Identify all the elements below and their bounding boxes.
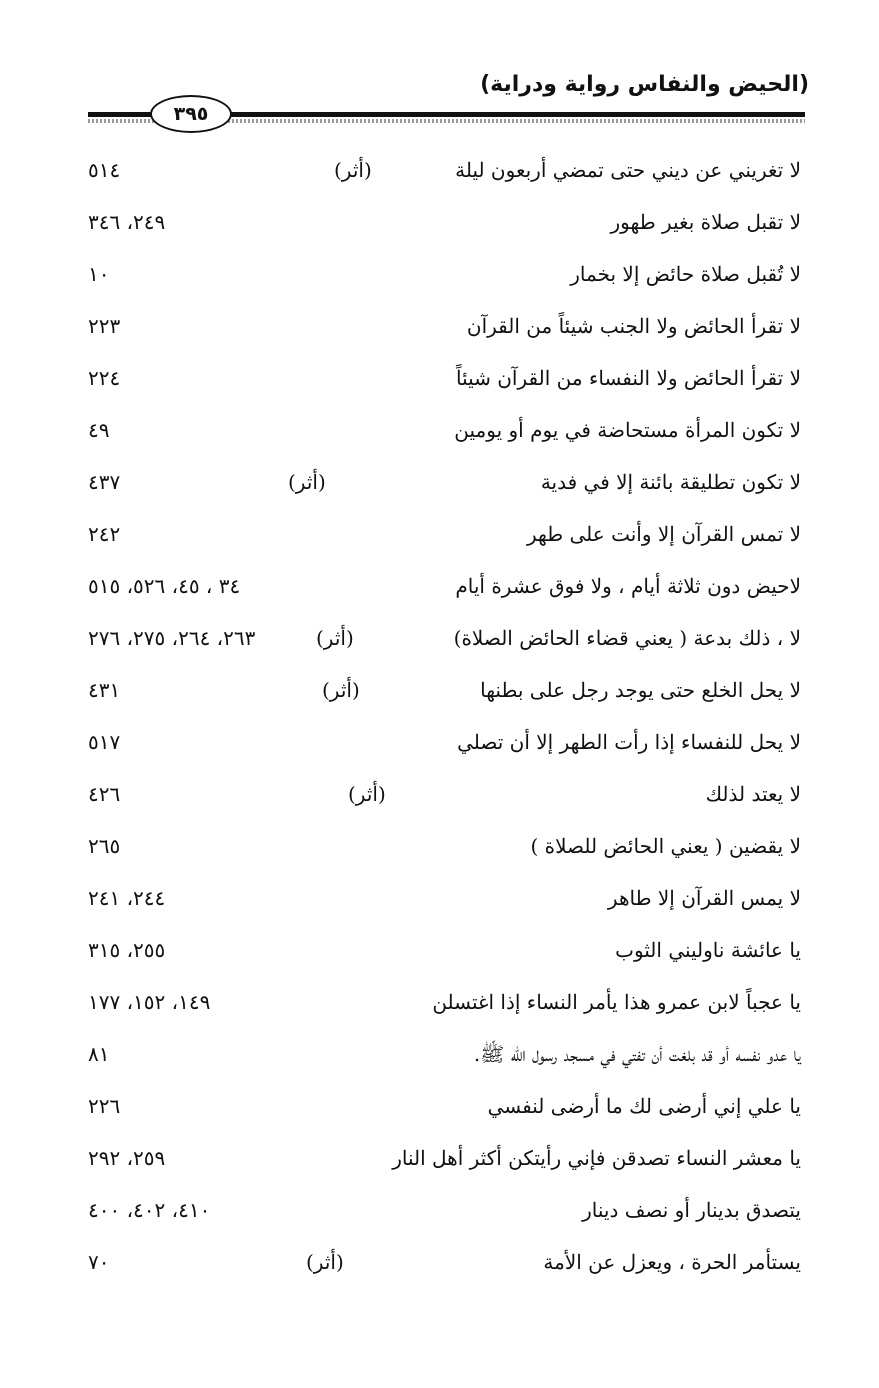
entry-text: لا تقرأ الحائض ولا النفساء من القرآن شيئاً bbox=[455, 366, 801, 390]
entry-text: لا تكون تطليقة بائنة إلا في فدية bbox=[540, 470, 801, 494]
entry-text: لا يقضين ( يعني الحائض للصلاة ) bbox=[530, 834, 801, 858]
list-item bbox=[0, 878, 879, 930]
entry-text: يا معشر النساء تصدقن فإني رأيتكن أكثر أهل النار bbox=[392, 1146, 801, 1170]
entry-text: يا عائشة ناوليني الثوب bbox=[615, 938, 801, 962]
list-item bbox=[0, 722, 879, 774]
list-item bbox=[0, 514, 879, 566]
entry-pages: ١٠ bbox=[88, 262, 110, 286]
entry-note: (أثر) bbox=[334, 158, 372, 182]
entry-text: لا تقرأ الحائض ولا الجنب شيئاً من القرآن bbox=[466, 314, 801, 338]
entry-pages: ٤٩ bbox=[88, 418, 110, 442]
list-item bbox=[0, 1242, 879, 1294]
entry-text: لا تكون المرأة مستحاضة في يوم أو يومين bbox=[454, 418, 801, 442]
entry-pages: ٢٦٣، ٢٦٤، ٢٧٥، ٢٧٦ bbox=[88, 626, 256, 650]
entry-pages: ٣٤ ، ٤٥، ٥٢٦، ٥١٥ bbox=[88, 574, 241, 598]
entry-text: يا علي إني أرضى لك ما أرضى لنفسي bbox=[487, 1094, 801, 1118]
entry-note: (أثر) bbox=[306, 1250, 344, 1274]
entry-pages: ٢٢٣ bbox=[88, 314, 121, 338]
entry-pages: ٢٢٦ bbox=[88, 1094, 121, 1118]
entry-text: يا عدو نفسه أو قد بلغت أن تفتي في مسجد رسول الله ﷺ. bbox=[473, 1042, 801, 1066]
entry-text: لا يحل للنفساء إذا رأت الطهر إلا أن تصلي bbox=[457, 730, 801, 754]
list-item bbox=[0, 1138, 879, 1190]
entry-text: لا ، ذلك بدعة ( يعني قضاء الحائض الصلاة) bbox=[453, 626, 801, 650]
list-item bbox=[0, 202, 879, 254]
entry-text: يتصدق بدينار أو نصف دينار bbox=[582, 1198, 801, 1222]
entry-pages: ٤١٠، ٤٠٢، ٤٠٠ bbox=[88, 1198, 211, 1222]
list-item bbox=[0, 358, 879, 410]
page-number: ٣٩٥ bbox=[173, 103, 209, 125]
entry-note: (أثر) bbox=[316, 626, 354, 650]
list-item bbox=[0, 306, 879, 358]
entry-text: يا عجباً لابن عمرو هذا يأمر النساء إذا اغتسلن bbox=[432, 990, 801, 1014]
list-item bbox=[0, 1190, 879, 1242]
entry-pages: ٥١٤ bbox=[88, 158, 121, 182]
entry-pages: ٤٣١ bbox=[88, 678, 121, 702]
entry-text: لا يعتد لذلك bbox=[705, 782, 801, 806]
entry-pages: ٤٣٧ bbox=[88, 470, 121, 494]
list-item bbox=[0, 150, 879, 202]
page-number-badge bbox=[150, 95, 232, 133]
list-item bbox=[0, 566, 879, 618]
entry-pages: ١٤٩، ١٥٢، ١٧٧ bbox=[88, 990, 211, 1014]
list-item bbox=[0, 462, 879, 514]
entry-text: لا تغريني عن ديني حتى تمضي أربعون ليلة bbox=[455, 158, 801, 182]
entry-pages: ٢٤٢ bbox=[88, 522, 121, 546]
entry-text: لا تمس القرآن إلا وأنت على طهر bbox=[526, 522, 801, 546]
list-item bbox=[0, 618, 879, 670]
list-item bbox=[0, 670, 879, 722]
entry-pages: ٢٤٩، ٣٤٦ bbox=[88, 210, 166, 234]
list-item bbox=[0, 774, 879, 826]
entry-pages: ٢٦٥ bbox=[88, 834, 121, 858]
list-item bbox=[0, 826, 879, 878]
list-item bbox=[0, 254, 879, 306]
entry-pages: ٢٢٤ bbox=[88, 366, 121, 390]
list-item bbox=[0, 410, 879, 462]
entry-pages: ٤٢٦ bbox=[88, 782, 121, 806]
list-item bbox=[0, 982, 879, 1034]
entry-text: لا يحل الخلع حتى يوجد رجل على بطنها bbox=[480, 678, 801, 702]
list-item bbox=[0, 930, 879, 982]
entry-pages: ٢٥٥، ٣١٥ bbox=[88, 938, 166, 962]
entry-text: لا تقبل صلاة بغير طهور bbox=[610, 210, 801, 234]
entry-text: لاحيض دون ثلاثة أيام ، ولا فوق عشرة أيام bbox=[455, 574, 801, 598]
entry-pages: ٨١ bbox=[88, 1042, 110, 1066]
entry-pages: ٢٥٩، ٢٩٢ bbox=[88, 1146, 166, 1170]
running-header-title: (الحيض والنفاس رواية ودراية) bbox=[480, 72, 809, 97]
entry-text: لا تُقبل صلاة حائض إلا بخمار bbox=[570, 262, 801, 286]
entry-pages: ٧٠ bbox=[88, 1250, 110, 1274]
list-item bbox=[0, 1034, 879, 1086]
list-item bbox=[0, 1086, 879, 1138]
entry-note: (أثر) bbox=[288, 470, 326, 494]
entry-text: لا يمس القرآن إلا طاهر bbox=[607, 886, 801, 910]
entry-note: (أثر) bbox=[322, 678, 360, 702]
entry-note: (أثر) bbox=[348, 782, 386, 806]
entry-pages: ٥١٧ bbox=[88, 730, 121, 754]
entry-text: يستأمر الحرة ، ويعزل عن الأمة bbox=[543, 1250, 801, 1274]
entry-pages: ٢٤٤، ٢٤١ bbox=[88, 886, 166, 910]
